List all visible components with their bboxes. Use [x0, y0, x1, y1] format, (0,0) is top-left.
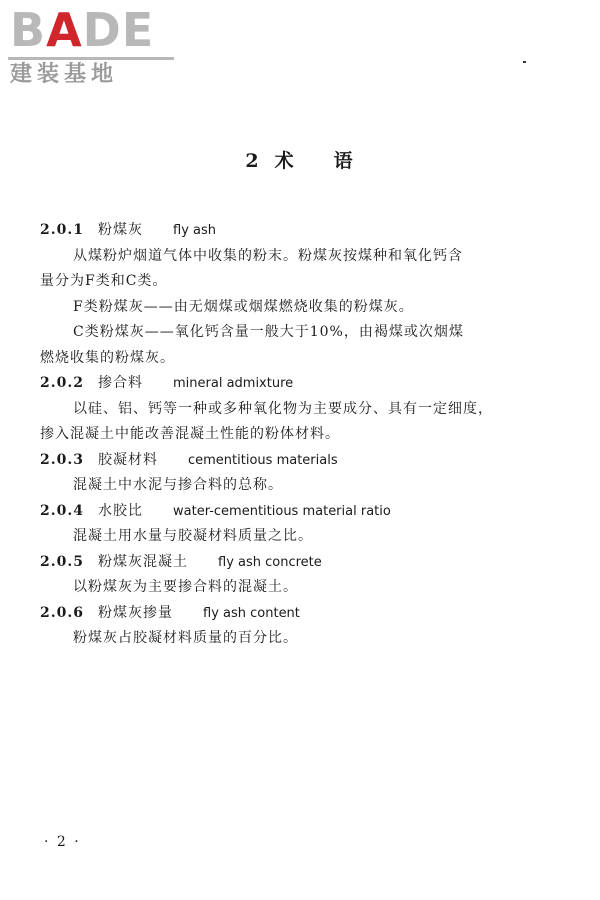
- page-number: · 2 ·: [44, 834, 81, 850]
- term-number: 2.0.1: [40, 222, 84, 238]
- chapter-number: 2: [245, 150, 261, 172]
- term-heading: [40, 550, 540, 576]
- term-definition: [40, 626, 540, 652]
- term-definition: [40, 397, 540, 448]
- term-heading: [40, 218, 540, 244]
- term-chinese: 粉煤灰掺量: [98, 604, 173, 621]
- term-chinese: 胶凝材料: [98, 451, 158, 468]
- term-chinese: 水胶比: [98, 502, 143, 519]
- term-english: fly ash content: [203, 605, 300, 621]
- term-english: fly ash concrete: [218, 554, 322, 570]
- term-heading: [40, 601, 540, 627]
- logo-letters-de: DE: [82, 3, 155, 57]
- term-english: mineral admixture: [173, 376, 294, 391]
- term-heading: [40, 371, 540, 397]
- term-number: 2.0.6: [40, 604, 84, 621]
- logo-subtitle: 建装基地: [10, 62, 119, 87]
- definition-line: C类粉煤灰——氧化钙含量一般大于10%，由褐煤或次烟煤: [73, 324, 464, 340]
- chapter-title-char-1: 术: [274, 150, 296, 172]
- logo-letter-a: A: [46, 3, 83, 57]
- scan-speck: [523, 61, 526, 63]
- term-english: cementitious materials: [188, 452, 338, 468]
- definition-line: 混凝土中水泥与掺合料的总称。: [73, 477, 283, 493]
- term-number: 2.0.4: [40, 502, 84, 519]
- chapter-title-char-2: 语: [333, 150, 355, 172]
- term-number: 2.0.3: [40, 451, 84, 468]
- term-heading: [40, 448, 540, 474]
- definition-line: 混凝土用水量与胶凝材料质量之比。: [73, 528, 313, 544]
- term-definition: [40, 524, 540, 550]
- term-heading: [40, 499, 540, 525]
- term-definition: [40, 575, 540, 601]
- definition-line: 掺入混凝土中能改善混凝土性能的粉体材料。: [40, 426, 340, 442]
- term-number: 2.0.2: [40, 375, 84, 391]
- term-definition: [40, 244, 540, 372]
- term-english: water-cementitious material ratio: [173, 503, 391, 519]
- logo-letter-b: B: [10, 3, 47, 57]
- term-definition: [40, 473, 540, 499]
- definition-line: 粉煤灰占胶凝材料质量的百分比。: [73, 630, 298, 646]
- definition-line: F类粉煤灰——由无烟煤或烟煤燃烧收集的粉煤灰。: [73, 298, 414, 315]
- brand-logo: [8, 3, 178, 88]
- term-english: fly ash: [173, 223, 216, 238]
- definition-line: 以粉煤灰为主要掺合料的混凝土。: [73, 579, 298, 595]
- term-chinese: 粉煤灰: [98, 222, 143, 238]
- term-chinese: 掺合料: [98, 375, 143, 391]
- definition-line: 以硅、铝、钙等一种或多种氧化物为主要成分、具有一定细度，: [73, 400, 493, 417]
- terms-body: [40, 218, 540, 652]
- term-number: 2.0.5: [40, 553, 84, 570]
- definition-line: 从煤粉炉烟道气体中收集的粉末。粉煤灰按煤种和氧化钙含: [73, 247, 463, 264]
- logo-divider: [8, 57, 174, 60]
- logo-wordmark: [10, 3, 155, 57]
- definition-line: 量分为F类和C类。: [40, 273, 168, 289]
- chapter-heading: [0, 146, 600, 173]
- definition-line: 燃烧收集的粉煤灰。: [40, 349, 175, 366]
- term-chinese: 粉煤灰混凝土: [98, 553, 188, 570]
